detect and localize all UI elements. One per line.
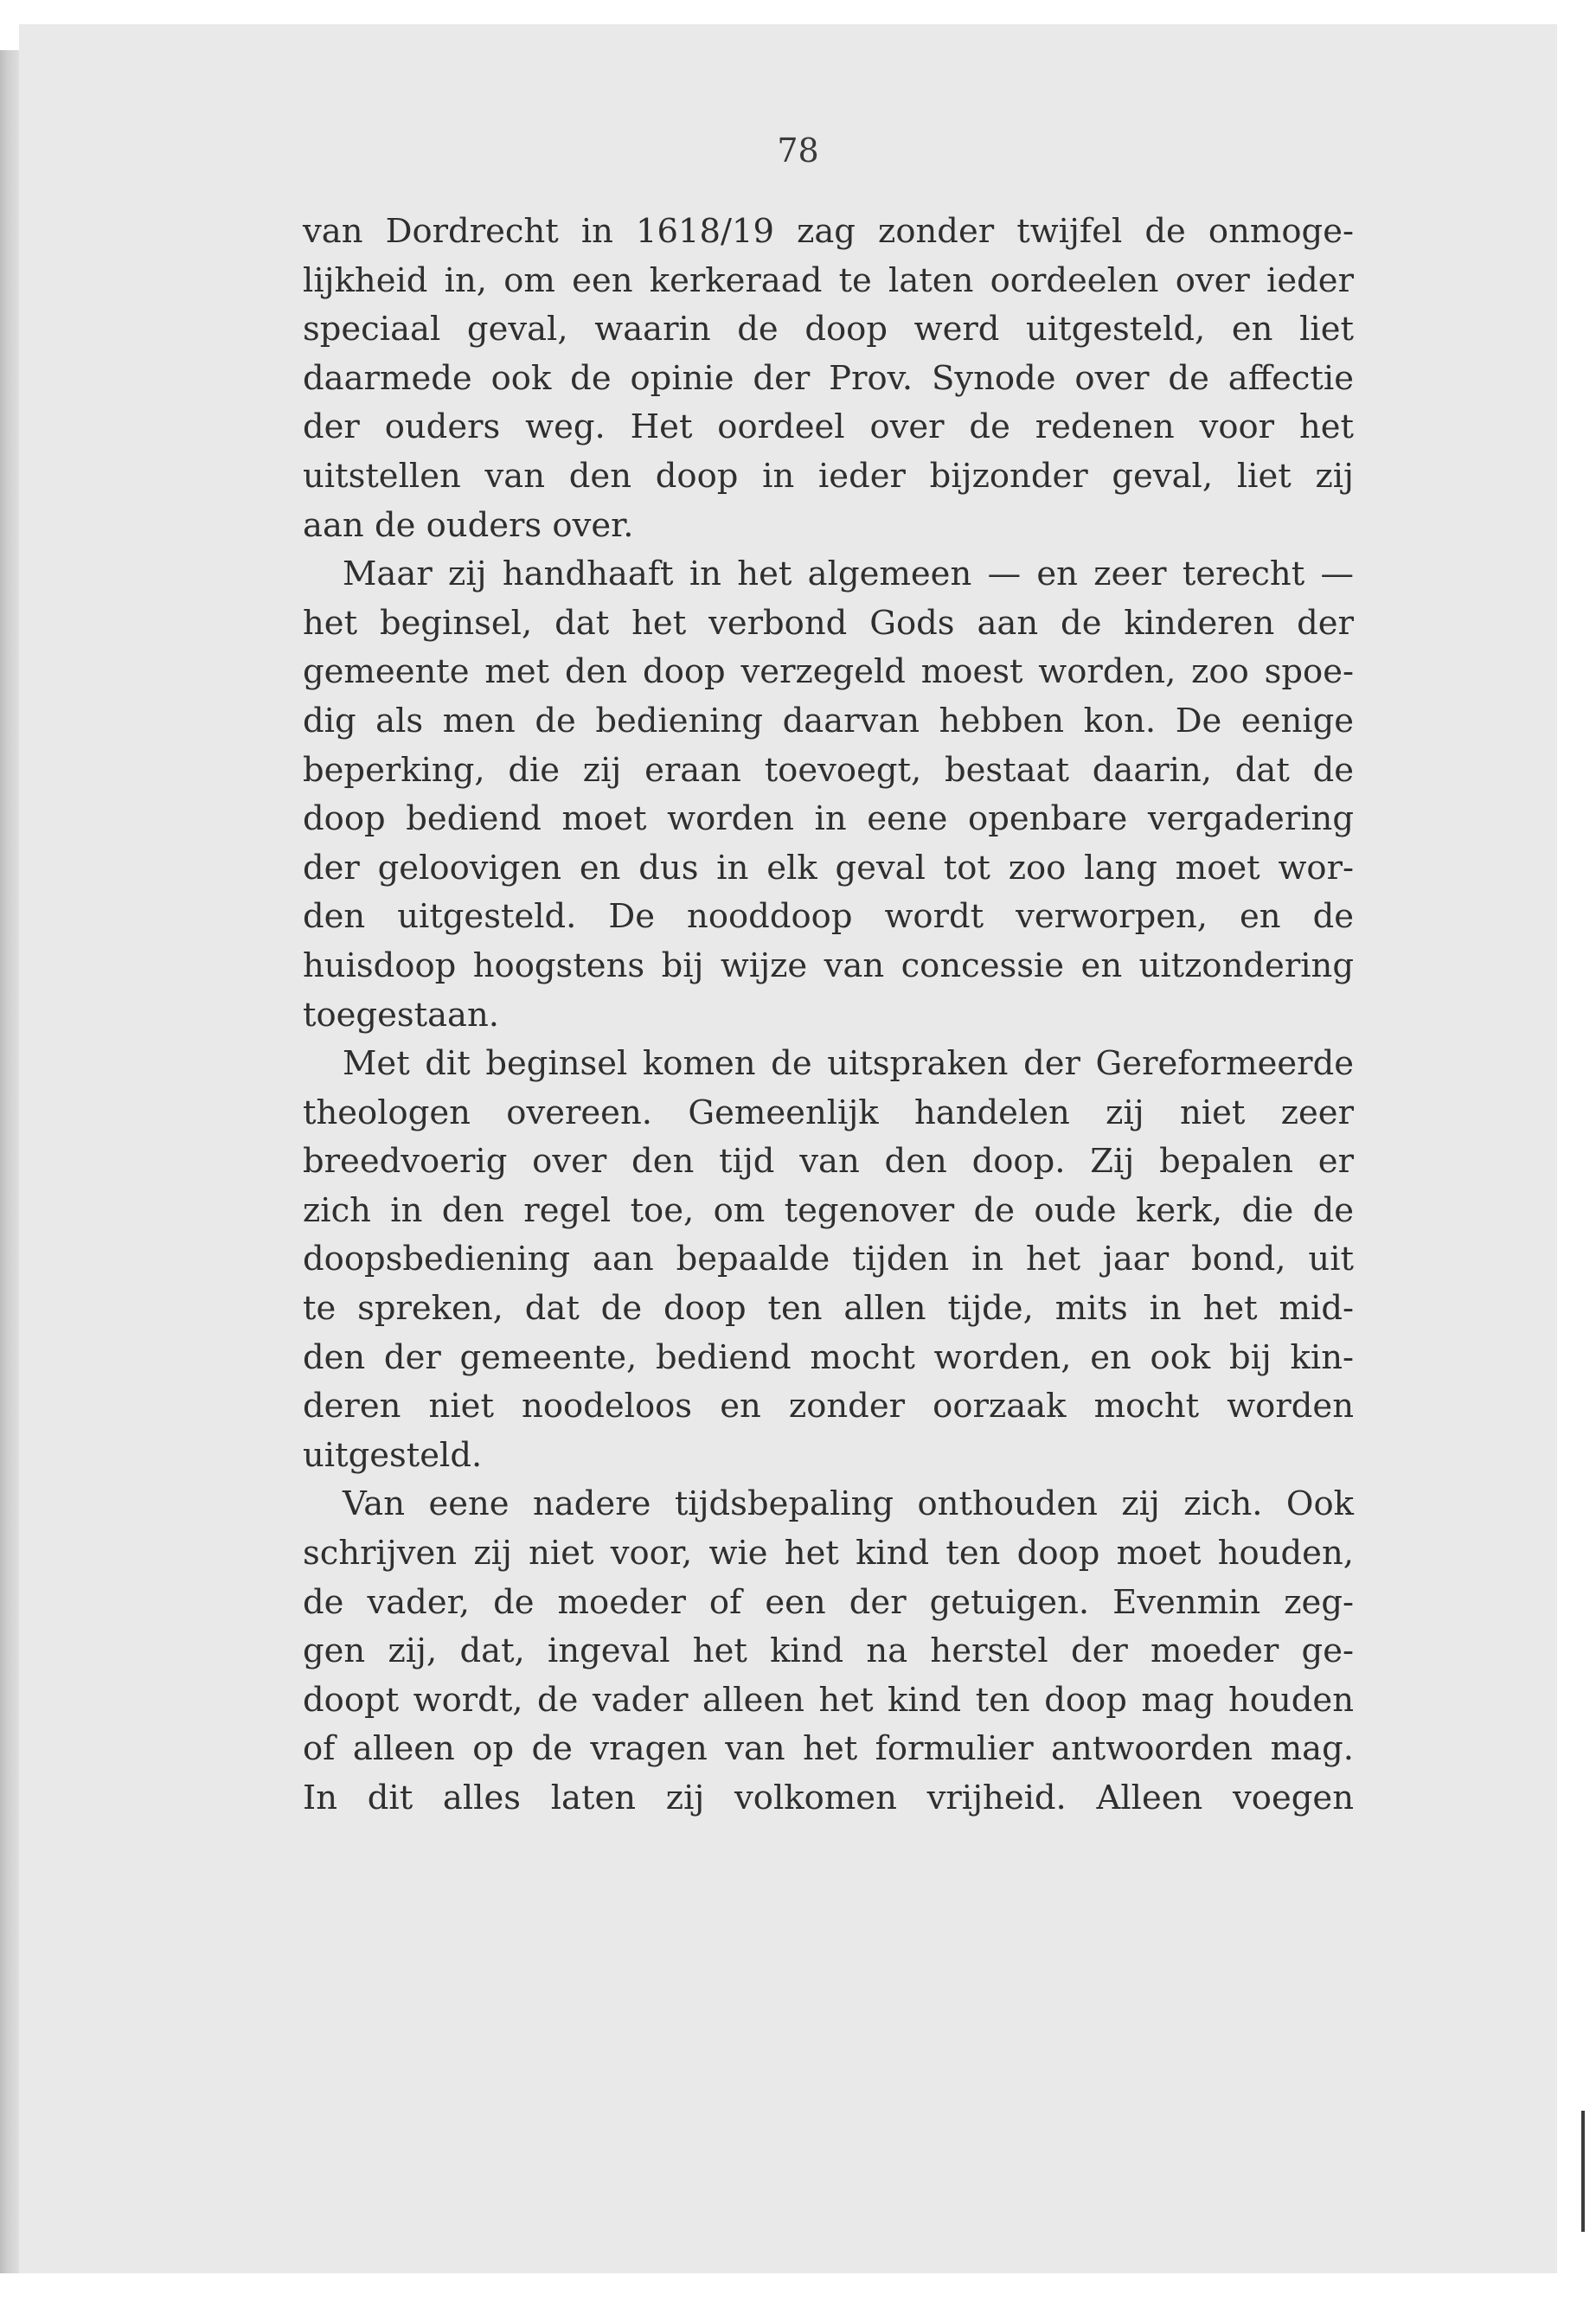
text-line: aan de ouders over. [303, 505, 634, 545]
text-line: zich in den regel toe, om tegenover de oude kerk, die de [303, 1190, 1354, 1230]
text-line: schrijven zij niet voor, wie het kind ten doop moet houden, [303, 1534, 1354, 1574]
text-line: gemeente met den doop verzegeld moest worden, zoo spoe- [303, 652, 1354, 692]
body-text [303, 208, 1354, 1823]
text-line: de vader, de moeder of een der getuigen. Evenmin zeg- [303, 1582, 1354, 1622]
paragraph [303, 1040, 1354, 1480]
text-line: van Dordrecht in 1618/19 zag zonder twijfel de onmoge- [303, 212, 1354, 251]
text-line: uitgesteld. [303, 1435, 483, 1475]
text-line: huisdoop hoogstens bij wijze van concessie en uitzondering [303, 945, 1354, 985]
text-line: der geloovigen en dus in elk geval tot zoo lang moet wor- [303, 848, 1354, 888]
text-line: theologen overeen. Gemeenlijk handelen zij niet zeer [303, 1093, 1354, 1132]
text-line: Met dit beginsel komen de uitspraken der Gereformeerde [343, 1044, 1354, 1084]
paragraph [303, 208, 1354, 550]
text-line: te spreken, dat de doop ten allen tijde, mits in het mid- [303, 1289, 1354, 1329]
text-line: den uitgesteld. De nooddoop wordt verworpen, en de [303, 897, 1354, 937]
text-line: deren niet noodeloos en zonder oorzaak mocht worden [303, 1387, 1354, 1426]
text-line: den der gemeente, bediend mocht worden, en ook bij kin- [303, 1337, 1354, 1377]
text-line: Van eene nadere tijdsbepaling onthouden zij zich. Ook [343, 1484, 1354, 1524]
text-line: het beginsel, dat het verbond Gods aan de kinderen der [303, 603, 1354, 643]
text-line: uitstellen van den doop in ieder bijzonder geval, liet zij [303, 456, 1354, 496]
scan-left-edge [0, 50, 19, 2273]
text-line: daarmede ook de opinie der Prov. Synode over de affectie [303, 358, 1354, 398]
text-line: breedvoerig over den tijd van den doop. Zij bepalen er [303, 1142, 1354, 1182]
scan-right-margin [1557, 24, 1596, 2301]
text-line: beperking, die zij eraan toevoegt, bestaat daarin, dat de [303, 750, 1354, 790]
text-line: dig als men de bediening daarvan hebben kon. De eenige [303, 701, 1354, 740]
text-line: speciaal geval, waarin de doop werd uitgesteld, en liet [303, 310, 1354, 349]
text-line: gen zij, dat, ingeval het kind na herstel der moeder ge- [303, 1631, 1354, 1671]
text-line: of alleen op de vragen van het formulier antwoorden mag. [303, 1729, 1354, 1769]
paragraph [303, 1480, 1354, 1823]
text-line: toegestaan. [303, 995, 500, 1035]
text-line: doopt wordt, de vader alleen het kind ten doop mag houden [303, 1680, 1354, 1720]
scan-edge-mark [1581, 2111, 1585, 2232]
text-line: lijkheid in, om een kerkeraad te laten oordeelen over ieder [303, 260, 1354, 300]
text-line: doop bediend moet worden in eene openbare vergadering [303, 799, 1354, 839]
text-line: Maar zij handhaaft in het algemeen — en zeer terecht — [343, 554, 1354, 594]
text-line: der ouders weg. Het oordeel over de redenen voor het [303, 407, 1354, 447]
paragraph [303, 550, 1354, 1040]
text-line: doopsbediening aan bepaalde tijden in het jaar bond, uit [303, 1240, 1354, 1279]
page-number: 78 [777, 131, 819, 170]
text-line: In dit alles laten zij volkomen vrijheid. Alleen voegen [303, 1779, 1354, 1817]
